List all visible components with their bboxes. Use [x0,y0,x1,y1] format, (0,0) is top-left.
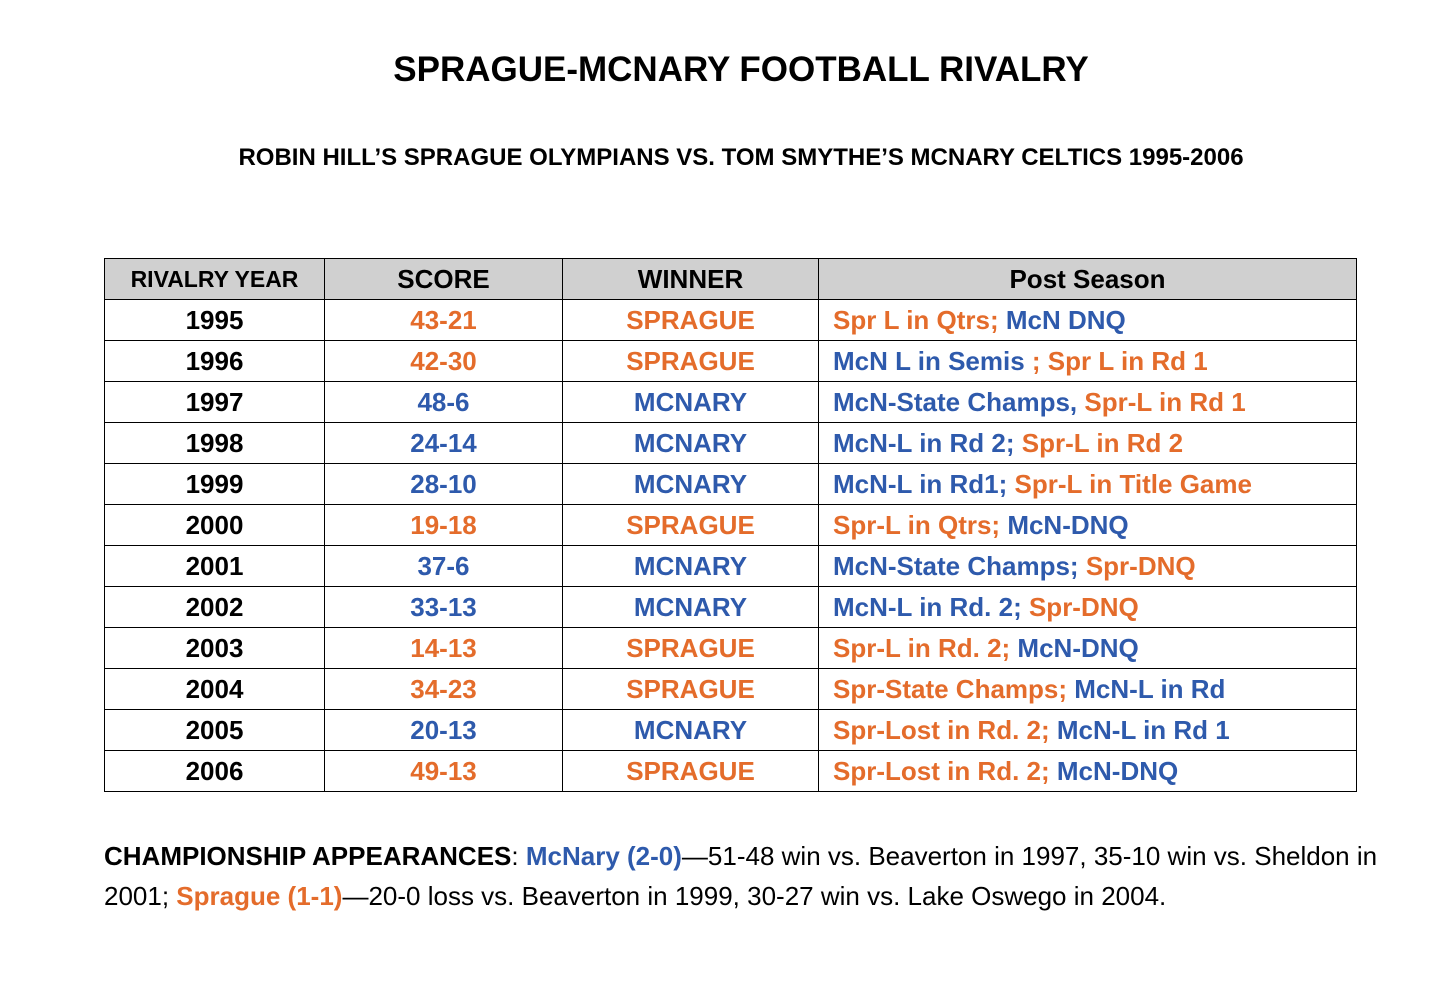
cell-year: 2005 [105,710,325,751]
cell-score: 42-30 [325,341,563,382]
post-season-sprague: ; Spr L in Rd 1 [1031,345,1208,376]
cell-post-season [819,423,1357,464]
cell-year: 2003 [105,628,325,669]
cell-winner: SPRAGUE [563,505,819,546]
cell-post-season [819,382,1357,423]
cell-score: 43-21 [325,300,563,341]
championship-label: CHAMPIONSHIP APPEARANCES [104,841,512,871]
post-season-sprague: Spr-L in Rd. 2; [833,632,1018,663]
cell-post-season [819,628,1357,669]
mcnary-championship-text: —51-48 win vs. Beaverton in 1997, 35-10 win vs. Sheldon in 2001; [104,841,1378,911]
table-row [105,382,1357,423]
post-season-sprague: Spr-DNQ [1028,591,1139,622]
post-season-sprague: Spr-L in Qtrs; [833,509,1008,540]
cell-score: 14-13 [325,628,563,669]
cell-winner: MCNARY [563,587,819,628]
post-season-sprague: Spr-Lost in Rd. 2; [833,714,1057,745]
post-season-sprague: Spr-Lost in Rd. 2; [833,755,1057,786]
cell-year: 1999 [105,464,325,505]
post-season-sprague: Spr-State Champs; [833,673,1075,704]
table-row [105,628,1357,669]
post-season-mcnary: McN L in Semis [833,345,1032,376]
cell-post-season [819,300,1357,341]
championship-separator: : [511,841,526,871]
cell-winner: SPRAGUE [563,628,819,669]
table-row [105,300,1357,341]
table-row [105,423,1357,464]
post-season-mcnary: McN-DNQ [1056,755,1179,786]
post-season-mcnary: McN-L in Rd. 2; [833,591,1029,622]
cell-winner: SPRAGUE [563,300,819,341]
cell-winner: MCNARY [563,382,819,423]
header-winner: WINNER [563,259,819,300]
cell-score: 49-13 [325,751,563,792]
post-season-sprague: Spr-DNQ [1085,550,1196,581]
cell-score: 48-6 [325,382,563,423]
cell-score: 34-23 [325,669,563,710]
cell-winner: SPRAGUE [563,751,819,792]
header-score: SCORE [325,259,563,300]
cell-winner: SPRAGUE [563,341,819,382]
post-season-mcnary: McN-State Champs; [833,550,1086,581]
table-row [105,464,1357,505]
cell-year: 2001 [105,546,325,587]
cell-winner: MCNARY [563,546,819,587]
header-post-season: Post Season [819,259,1357,300]
sprague-championship-text: —20-0 loss vs. Beaverton in 1999, 30-27 win vs. Lake Oswego in 2004. [342,881,1167,911]
table-row [105,505,1357,546]
post-season-mcnary: McN-L in Rd [1074,673,1226,704]
cell-year: 1996 [105,341,325,382]
cell-score: 33-13 [325,587,563,628]
cell-score: 37-6 [325,546,563,587]
table-row [105,751,1357,792]
cell-year: 1997 [105,382,325,423]
cell-post-season [819,710,1357,751]
page-title: SPRAGUE-MCNARY FOOTBALL RIVALRY [393,50,1089,89]
post-season-sprague: Spr-L in Rd 2 [1021,427,1184,458]
cell-year: 2006 [105,751,325,792]
cell-winner: MCNARY [563,710,819,751]
cell-score: 20-13 [325,710,563,751]
cell-year: 1998 [105,423,325,464]
table-row [105,669,1357,710]
cell-year: 2000 [105,505,325,546]
cell-year: 1995 [105,300,325,341]
cell-winner: MCNARY [563,423,819,464]
table-row [105,546,1357,587]
cell-post-season [819,669,1357,710]
post-season-mcnary: McN-DNQ [1007,509,1129,540]
cell-year: 2004 [105,669,325,710]
post-season-sprague: Spr-L in Title Game [1014,468,1252,499]
table-header-row [105,259,1357,300]
cell-post-season [819,505,1357,546]
table-row [105,587,1357,628]
post-season-mcnary: McN-L in Rd 1 [1056,714,1230,745]
cell-post-season [819,464,1357,505]
post-season-mcnary: McN-DNQ [1017,632,1139,663]
post-season-mcnary: McN DNQ [1005,304,1126,335]
mcnary-record: McNary (2-0) [525,841,682,871]
page-subtitle: ROBIN HILL’S SPRAGUE OLYMPIANS VS. TOM SMYTHE’S MCNARY CELTICS 1995-2006 [238,144,1244,171]
cell-post-season [819,546,1357,587]
sprague-record: Sprague (1-1) [176,881,343,911]
header-rivalry-year: RIVALRY YEAR [105,259,325,300]
post-season-sprague: Spr-L in Rd 1 [1084,386,1246,417]
cell-post-season [819,341,1357,382]
cell-score: 24-14 [325,423,563,464]
cell-score: 28-10 [325,464,563,505]
championship-appearances [104,836,1394,916]
post-season-mcnary: McN-State Champs, [833,386,1085,417]
post-season-mcnary: McN-L in Rd 2; [833,427,1022,458]
post-season-sprague: Spr L in Qtrs; [833,304,1006,335]
cell-score: 19-18 [325,505,563,546]
post-season-mcnary: McN-L in Rd1; [833,468,1015,499]
rivalry-table [104,258,1357,792]
table-row [105,341,1357,382]
cell-post-season [819,751,1357,792]
cell-year: 2002 [105,587,325,628]
table-row [105,710,1357,751]
cell-winner: MCNARY [563,464,819,505]
cell-post-season [819,587,1357,628]
rivalry-table-body [105,300,1357,792]
cell-winner: SPRAGUE [563,669,819,710]
